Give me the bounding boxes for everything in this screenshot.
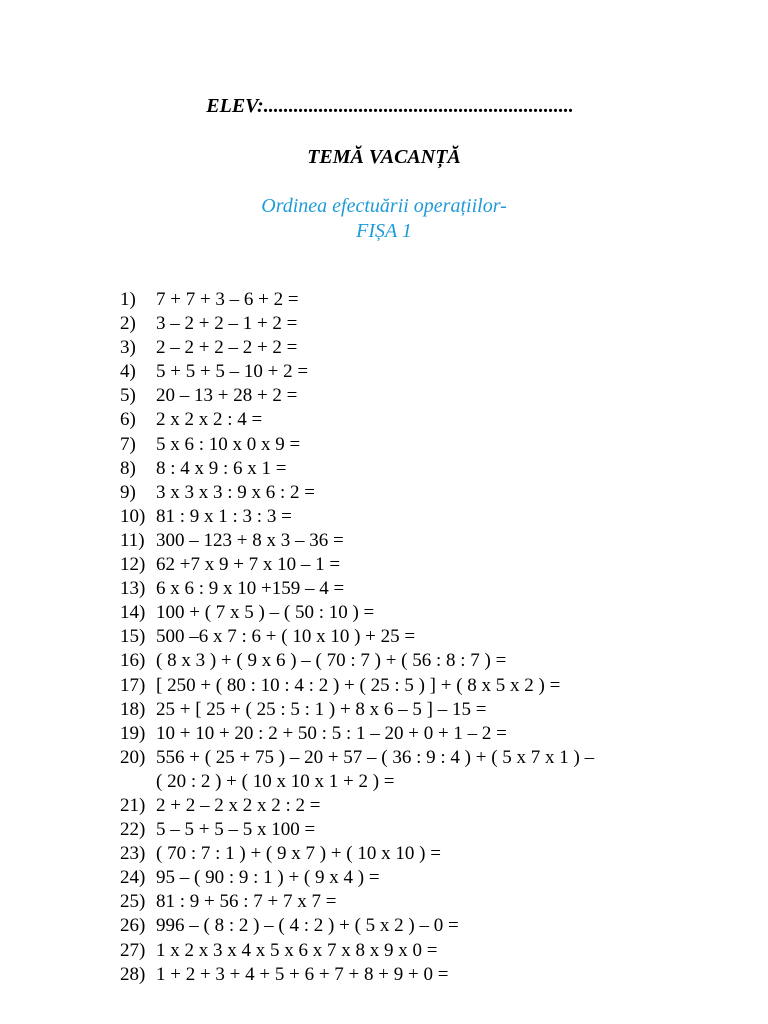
exercise-text: 20 – 13 + 28 + 2 = [156, 385, 298, 407]
exercise-row [120, 770, 760, 794]
exercise-number: 16) [120, 650, 146, 672]
exercise-number: 20) [120, 746, 146, 768]
exercise-text: 95 – ( 90 : 9 : 1 ) + ( 9 x 4 ) = [156, 867, 380, 889]
exercise-row [120, 914, 760, 938]
exercise-number: 28) [120, 963, 146, 985]
exercise-text: 3 x 3 x 3 : 9 x 6 : 2 = [156, 481, 316, 503]
exercise-text: 1 x 2 x 3 x 4 x 5 x 6 x 7 x 8 x 9 x 0 = [156, 939, 438, 961]
student-name-line: ELEV:.............................................................. [206, 95, 574, 117]
exercise-row [120, 890, 760, 914]
exercise-number: 1) [120, 289, 136, 310]
exercise-row [120, 625, 760, 649]
page-title: TEMĂ VACANȚĂ [307, 146, 461, 168]
exercise-number: 2) [120, 313, 136, 335]
exercise-row [120, 288, 760, 312]
exercise-text: 556 + ( 25 + 75 ) – 20 + 57 – ( 36 : 9 : 4 ) + ( 5 x 7 x 1 ) – [156, 746, 595, 768]
exercise-row [120, 939, 760, 963]
exercise-number: 21) [120, 794, 146, 816]
exercise-row [120, 336, 760, 360]
exercise-row [120, 818, 760, 842]
exercise-text: 10 + 10 + 20 : 2 + 50 : 5 : 1 – 20 + 0 + 1 – 2 = [156, 722, 507, 744]
exercise-text: 62 +7 x 9 + 7 x 10 – 1 = [156, 554, 341, 576]
exercise-number: 6) [120, 409, 136, 431]
exercise-row [120, 866, 760, 890]
exercise-text: 7 + 7 + 3 – 6 + 2 = [156, 289, 299, 310]
exercise-text: ( 70 : 7 : 1 ) + ( 9 x 7 ) + ( 10 x 10 ) = [156, 843, 441, 865]
exercise-row [120, 529, 760, 553]
exercise-row [120, 674, 760, 698]
exercise-text: 1 + 2 + 3 + 4 + 5 + 6 + 7 + 8 + 9 + 0 = [156, 963, 449, 985]
exercise-number: 7) [120, 433, 136, 455]
exercise-row [120, 360, 760, 384]
exercise-number: 18) [120, 698, 146, 720]
exercise-text: [ 250 + ( 80 : 10 : 4 : 2 ) + ( 25 : 5 ) ] + ( 8 x 5 x 2 ) = [156, 674, 561, 696]
exercise-number: 10) [120, 505, 146, 527]
exercise-row [120, 746, 760, 770]
exercise-text: ( 20 : 2 ) + ( 10 x 10 x 1 + 2 ) = [156, 770, 395, 792]
subtitle-line-1: Ordinea efectuării operațiilor- [261, 195, 507, 217]
exercise-number: 26) [120, 915, 146, 937]
exercise-row [120, 601, 760, 625]
exercise-row [120, 433, 760, 457]
exercise-number: 8) [120, 457, 136, 479]
exercise-number: 12) [120, 554, 146, 576]
exercise-text: 500 –6 x 7 : 6 + ( 10 x 10 ) + 25 = [156, 626, 416, 648]
exercise-row [120, 698, 760, 722]
exercise-list [120, 288, 760, 987]
exercise-text: 5 + 5 + 5 – 10 + 2 = [156, 361, 309, 383]
exercise-number: 19) [120, 722, 146, 744]
exercise-number: 15) [120, 626, 146, 648]
exercise-number: 17) [120, 674, 146, 696]
exercise-number: 23) [120, 843, 146, 865]
exercise-number: 5) [120, 385, 136, 407]
exercise-text: 81 : 9 + 56 : 7 + 7 x 7 = [156, 891, 337, 913]
exercise-row [120, 649, 760, 673]
exercise-text: 25 + [ 25 + ( 25 : 5 : 1 ) + 8 x 6 – 5 ] – 15 = [156, 698, 487, 720]
exercise-number: 14) [120, 602, 146, 624]
exercise-number: 13) [120, 578, 146, 600]
exercise-text: 2 x 2 x 2 : 4 = [156, 409, 263, 431]
exercise-row [120, 842, 760, 866]
exercise-number: 24) [120, 867, 146, 889]
exercise-number: 25) [120, 891, 146, 913]
exercise-text: 5 x 6 : 10 x 0 x 9 = [156, 433, 301, 455]
exercise-row [120, 553, 760, 577]
exercise-row [120, 384, 760, 408]
exercise-number: 22) [120, 819, 146, 841]
exercise-text: 300 – 123 + 8 x 3 – 36 = [156, 529, 344, 551]
exercise-text: 8 : 4 x 9 : 6 x 1 = [156, 457, 287, 479]
exercise-row [120, 794, 760, 818]
exercise-row [120, 408, 760, 432]
subtitle-line-2: FIȘA 1 [356, 220, 412, 242]
exercise-text: 996 – ( 8 : 2 ) – ( 4 : 2 ) + ( 5 x 2 ) – 0 = [156, 915, 459, 937]
exercise-text: 100 + ( 7 x 5 ) – ( 50 : 10 ) = [156, 602, 375, 624]
exercise-number: 27) [120, 939, 146, 961]
exercise-text: 3 – 2 + 2 – 1 + 2 = [156, 313, 298, 335]
exercise-text: 6 x 6 : 9 x 10 +159 – 4 = [156, 578, 345, 600]
exercise-text: 81 : 9 x 1 : 3 : 3 = [156, 505, 292, 527]
exercise-text: ( 8 x 3 ) + ( 9 x 6 ) – ( 70 : 7 ) + ( 56 : 8 : 7 ) = [156, 650, 507, 672]
exercise-text: 2 – 2 + 2 – 2 + 2 = [156, 337, 298, 359]
exercise-text: 5 – 5 + 5 – 5 x 100 = [156, 819, 316, 841]
exercise-row [120, 481, 760, 505]
exercise-row [120, 457, 760, 481]
exercise-row [120, 963, 760, 987]
exercise-number: 11) [120, 529, 145, 551]
exercise-row [120, 722, 760, 746]
exercise-row [120, 505, 760, 529]
exercise-number: 4) [120, 361, 136, 383]
exercise-row [120, 312, 760, 336]
exercise-row [120, 577, 760, 601]
exercise-number: 9) [120, 481, 136, 503]
exercise-text: 2 + 2 – 2 x 2 x 2 : 2 = [156, 794, 321, 816]
exercise-number: 3) [120, 337, 136, 359]
